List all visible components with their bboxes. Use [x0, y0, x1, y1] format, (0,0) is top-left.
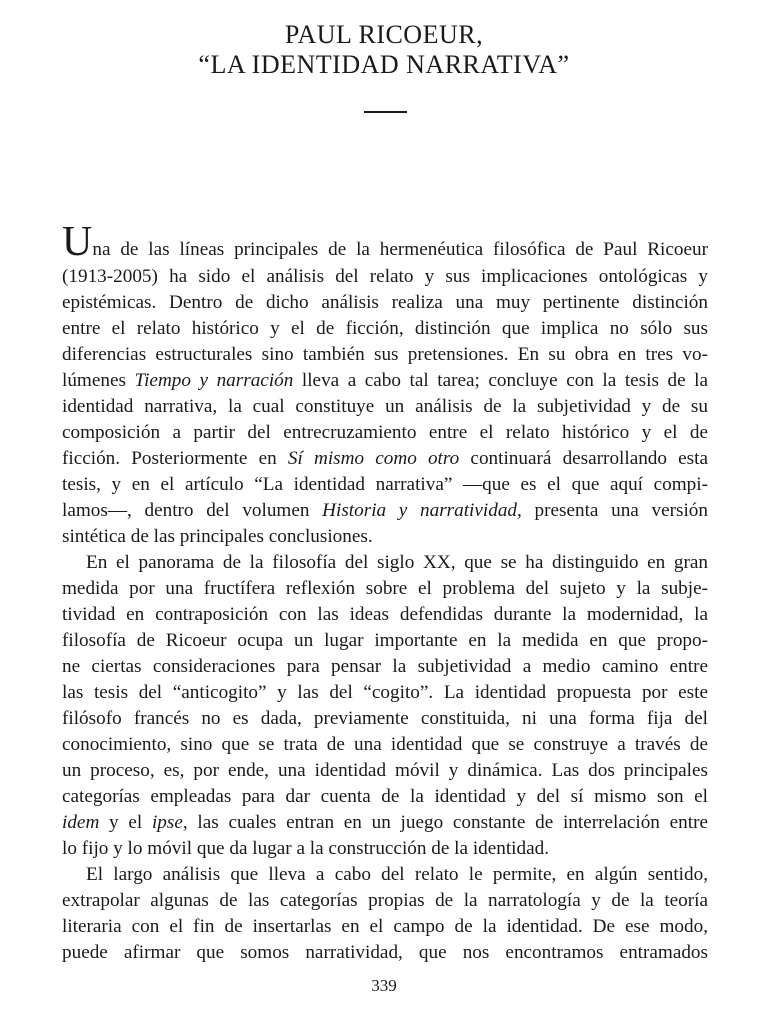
page-number: 339	[371, 976, 397, 995]
text-line: filósofo francés no es dada, previamente constituida, ni una forma fija del	[62, 708, 708, 729]
text-line: El largo análisis que lleva a cabo del relato le permite, en algún sentido,	[86, 864, 708, 885]
text-line: lúmenes Tiempo y narración lleva a cabo tal tarea; concluye con la tesis de la	[62, 370, 708, 391]
text-line: lamos—, dentro del volumen Historia y narratividad, presenta una versión	[62, 500, 708, 521]
text-line: composición a partir del entrecruzamiento entre el relato histórico y el de	[62, 422, 708, 443]
text-line: conocimiento, sino que se trata de una identidad que se construye a través de	[62, 734, 708, 755]
text-line: un proceso, es, por ende, una identidad móvil y dinámica. Las dos principales	[62, 760, 708, 781]
page-title-line-1: PAUL RICOEUR,	[284, 20, 484, 49]
text-line: identidad narrativa, la cual constituye un análisis de la subjetividad y de su	[62, 396, 708, 417]
text-line: entre el relato histórico y el de ficción, distinción que implica no sólo sus	[62, 318, 708, 339]
text-line: diferencias estructurales sino también sus pretensiones. En su obra en tres vo-	[62, 344, 708, 365]
text-line: En el panorama de la filosofía del siglo XX, que se ha distinguido en gran	[86, 552, 708, 573]
text-line: Una de las líneas principales de la hermenéutica filosófica de Paul Ricoeur	[62, 219, 708, 265]
text-line: puede afirmar que somos narratividad, que nos encontramos entramados	[62, 942, 708, 963]
drop-cap: U	[62, 219, 93, 265]
text-line: medida por una fructífera reflexión sobre el problema del sujeto y la subje-	[62, 578, 708, 599]
text-line: sintética de las principales conclusiones.	[62, 526, 373, 547]
page-title-line-2: “LA IDENTIDAD NARRATIVA”	[198, 50, 570, 79]
text-line: epistémicas. Dentro de dicho análisis realiza una muy pertinente distinción	[62, 292, 708, 313]
text-line: tividad en contraposición con las ideas defendidas durante la modernidad, la	[62, 604, 708, 625]
text-line: literaria con el fin de insertarlas en el campo de la identidad. De ese modo,	[62, 916, 708, 937]
text-line: ne ciertas consideraciones para pensar la subjetividad a medio camino entre	[62, 656, 708, 677]
text-line: las tesis del “anticogito” y las del “cogito”. La identidad propuesta por este	[62, 682, 708, 703]
text-line: ficción. Posteriormente en Sí mismo como otro continuará desarrollando esta	[62, 448, 708, 469]
text-line: lo fijo y lo móvil que da lugar a la construcción de la identidad.	[62, 838, 550, 859]
text-line: tesis, y en el artículo “La identidad narrativa” —que es el que aquí compi-	[62, 474, 708, 495]
text-line: filosofía de Ricoeur ocupa un lugar importante en la medida en que propo-	[62, 630, 708, 651]
text-line: categorías empleadas para dar cuenta de la identidad y del sí mismo son el	[62, 786, 708, 807]
text-line: extrapolar algunas de las categorías propias de la narratología y de la teoría	[62, 890, 708, 911]
text-line: idem y el ipse, las cuales entran en un juego constante de interrelación entre	[62, 812, 708, 833]
title-divider	[364, 111, 407, 113]
text-line: (1913-2005) ha sido el análisis del relato y sus implicaciones ontológicas y	[62, 266, 708, 287]
